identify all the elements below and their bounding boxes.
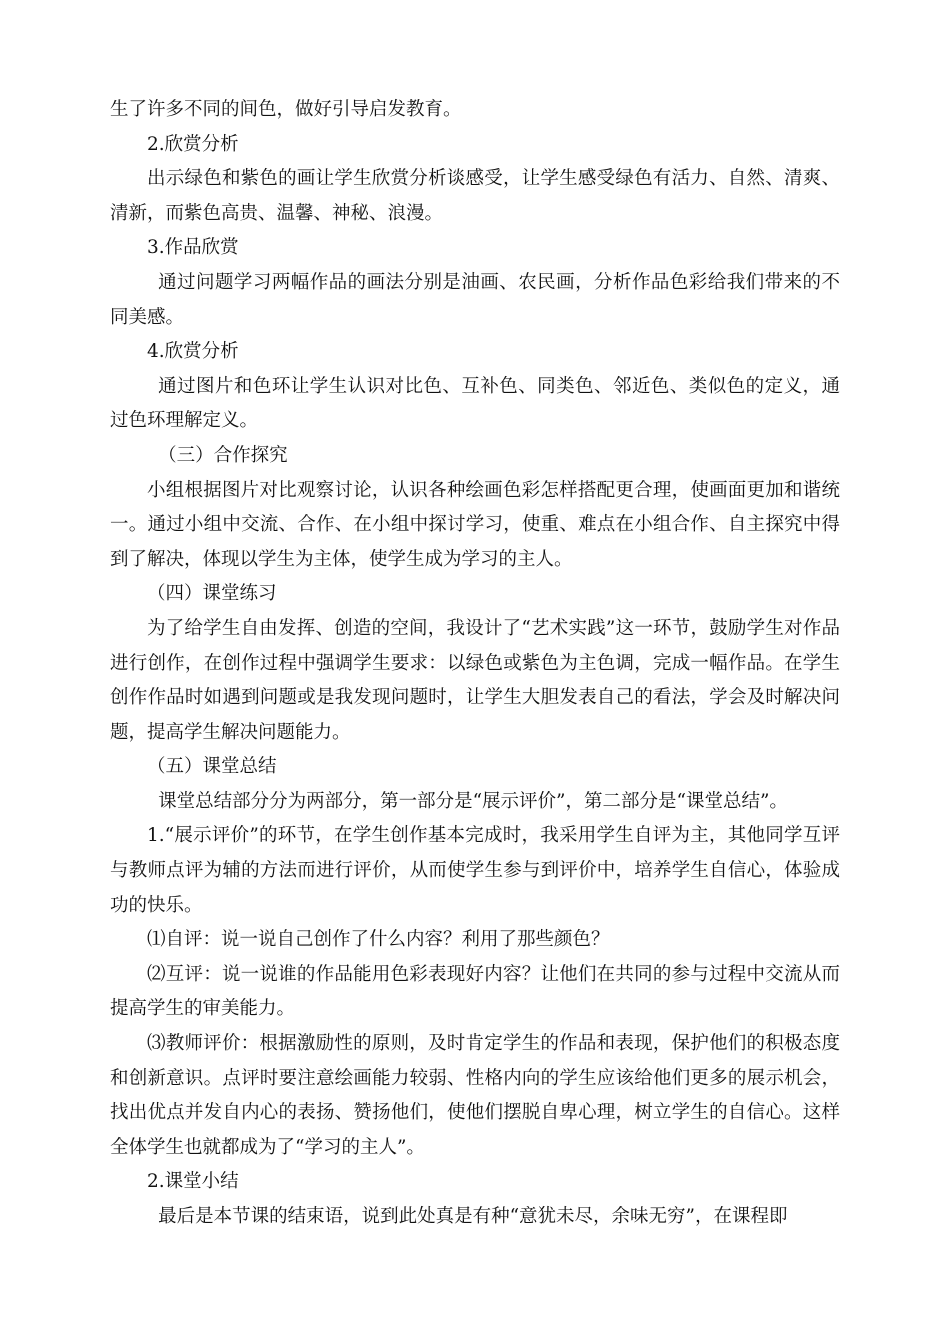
list-item: ⑴自评：说一说自己创作了什么内容？利用了那些颜色？ [147, 929, 610, 951]
paragraph: 通过问题学习两幅作品的画法分别是油画、农民画，分析作品色彩给我们带来的不同美感。 [110, 271, 840, 328]
section-heading-classroom-summary: （五）课堂总结 [147, 756, 277, 778]
paragraph: 小组根据图片对比观察讨论，认识各种绘画色彩怎样搭配更合理，使画面更加和谐统一。通过小组中交流、合作、在小组中探讨学习，使重、难点在小组合作、自主探究中得到了解决，体现以学生为主体，使学生成为学习的主人。 [110, 479, 840, 570]
section-heading-cooperative-inquiry: （三）合作探究 [158, 444, 288, 466]
paragraph: 为了给学生自由发挥、创造的空间，我设计了“艺术实践”这一环节，鼓励学生对作品进行创作，在创作过程中强调学生要求：以绿色或紫色为主色调，完成一幅作品。在学生创作作品时如遇到问题或是我发现问题时，让学生大胆发表自己的看法，学会及时解决问题，提高学生解决问题能力。 [110, 617, 840, 743]
paragraph-continuation: 生了许多不同的间色，做好引导启发教育。 [110, 99, 462, 120]
list-item: ⑵互评：说一说谁的作品能用色彩表现好内容？让他们在共同的参与过程中交流从而提高学生的审美能力。 [110, 963, 840, 1020]
document-body [110, 93, 840, 1235]
paragraph: 出示绿色和紫色的画让学生欣赏分析谈感受，让学生感受绿色有活力、自然、清爽、清新，而紫色高贵、温馨、神秘、浪漫。 [110, 168, 840, 224]
section-heading-appreciation-analysis: 2.欣赏分析 [147, 133, 239, 155]
section-heading-class-wrap-up: 2.课堂小结 [147, 1171, 239, 1193]
paragraph: 1.“展示评价”的环节，在学生创作基本完成时，我采用学生自评为主，其他同学互评与教师点评为辅的方法而进行评价，从而使学生参与到评价中，培养学生自信心，体验成功的快乐。 [110, 825, 840, 916]
paragraph: 最后是本节课的结束语，说到此处真是有种“意犹未尽，余味无穷”，在课程即 [158, 1206, 788, 1227]
paragraph: 通过图片和色环让学生认识对比色、互补色、同类色、邻近色、类似色的定义，通过色环理解定义。 [110, 375, 840, 432]
list-item: ⑶教师评价：根据激励性的原则，及时肯定学生的作品和表现，保护他们的积极态度和创新意识。点评时要注意绘画能力较弱、性格内向的学生应该给他们更多的展示机会，找出优点并发自内心的表扬、赞扬他们，使他们摆脱自卑心理，树立学生的自信心。这样全体学生也就都成为了“学习的主人”。 [110, 1033, 840, 1158]
section-heading-classroom-practice: （四）课堂练习 [147, 583, 277, 605]
paragraph: 课堂总结部分分为两部分，第一部分是“展示评价”，第二部分是“课堂总结”。 [158, 790, 788, 812]
section-heading-appreciation-analysis-2: 4.欣赏分析 [147, 341, 239, 363]
section-heading-artwork-appreciation: 3.作品欣赏 [147, 237, 239, 259]
